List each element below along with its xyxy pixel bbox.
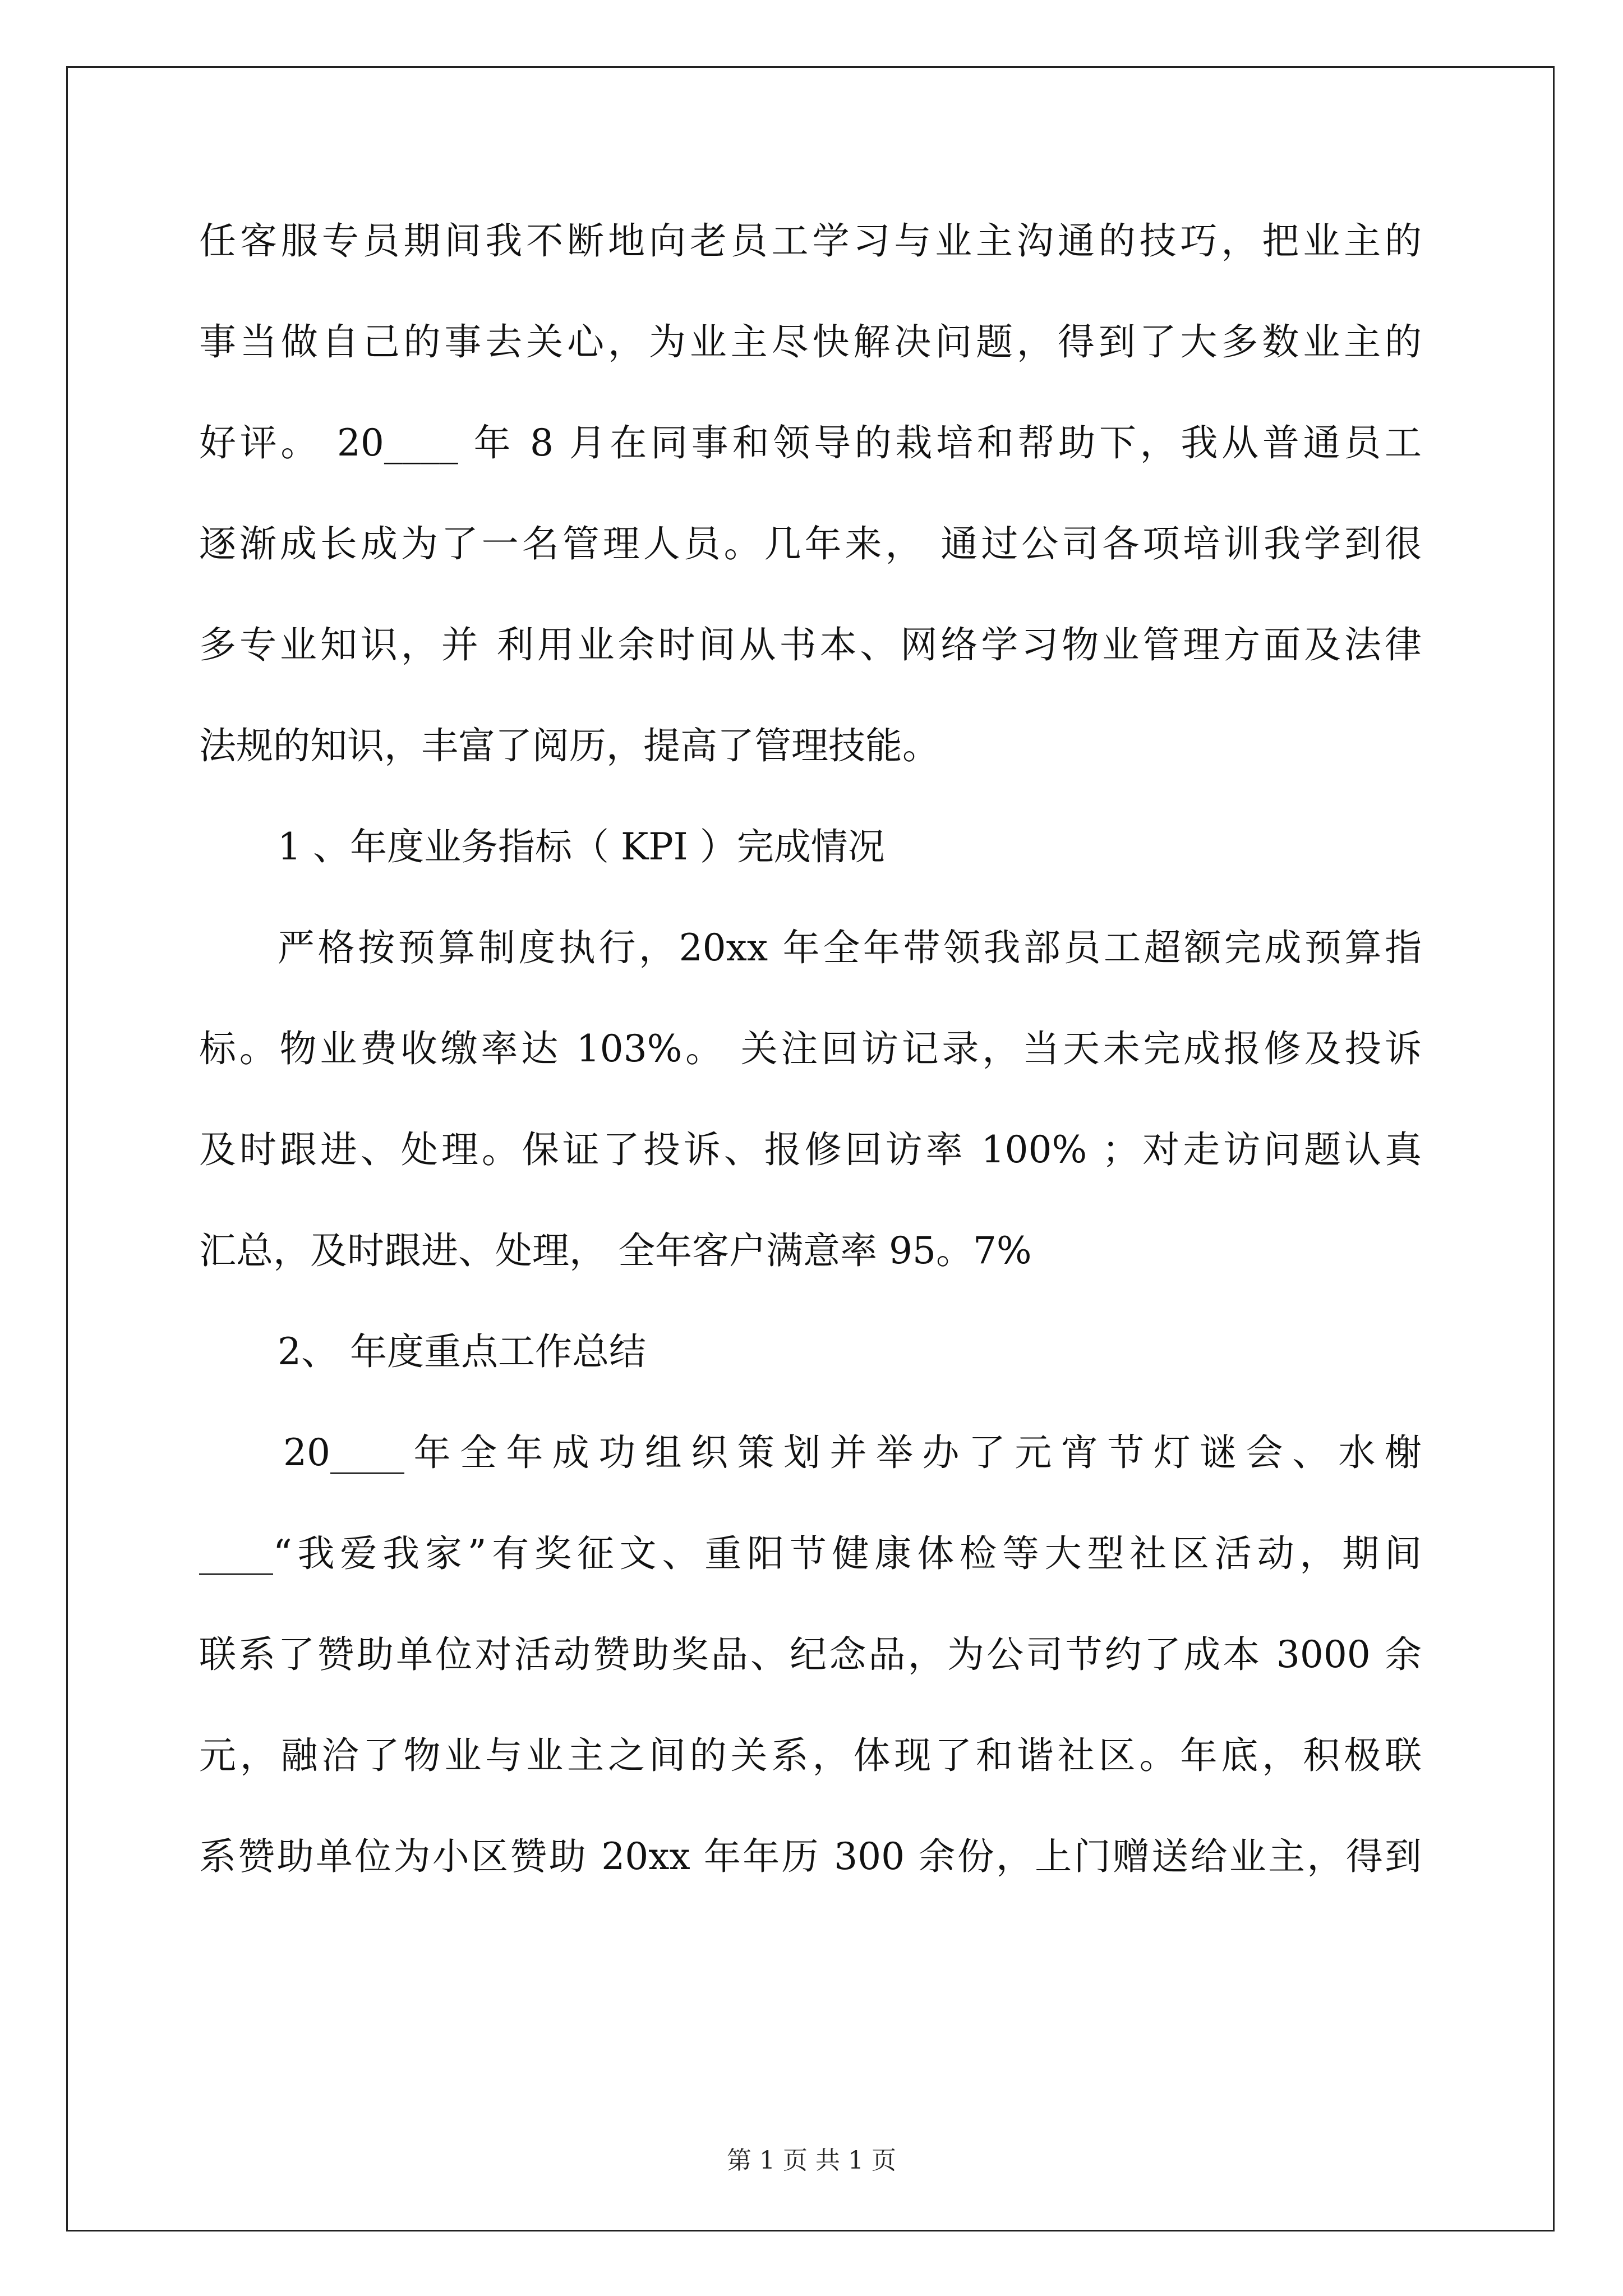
paragraph-line: 汇总，及时跟进、处理， 全年客户满意率 95。7%	[199, 1229, 1032, 1272]
paragraph-line: 系赞助单位为小区赞助 20xx 年年历 300 余份，上门赠送给业主，得到	[199, 1835, 1422, 1878]
section-heading: 2、 年度重点工作总结	[278, 1330, 646, 1373]
paragraph-line: 事当做自己的事去关心，为业主尽快解决问题，得到了大多数业主的	[199, 320, 1422, 364]
paragraph-line: 多专业知识，并 利用业余时间从书本、网络学习物业管理方面及法律	[199, 623, 1422, 666]
page-footer: 第 1 页 共 1 页	[727, 2146, 896, 2175]
paragraph-line: ____“我爱我家”有奖征文、重阳节健康体检等大型社区活动，期间	[199, 1532, 1422, 1575]
section-heading: 1 、年度业务指标（ KPI ）完成情况	[278, 825, 885, 868]
paragraph-line: 逐渐成长成为了一名管理人员。几年来， 通过公司各项培训我学到很	[199, 522, 1422, 565]
paragraph-line: 任客服专员期间我不断地向老员工学习与业主沟通的技巧，把业主的	[199, 219, 1422, 263]
paragraph-line: 元，融洽了物业与业主之间的关系，体现了和谐社区。年底，积极联	[199, 1734, 1422, 1777]
paragraph-line: 法规的知识，丰富了阅历，提高了管理技能。	[199, 724, 939, 767]
paragraph-line: 20____年全年成功组织策划并举办了元宵节灯谜会、水榭	[283, 1431, 1422, 1474]
paragraph-line: 联系了赞助单位对活动赞助奖品、纪念品，为公司节约了成本 3000 余	[199, 1633, 1422, 1676]
paragraph-line: 严格按预算制度执行，20xx 年全年带领我部员工超额完成预算指	[278, 926, 1422, 969]
paragraph-line: 及时跟进、处理。保证了投诉、报修回访率 100% ；对走访问题认真	[199, 1128, 1422, 1171]
paragraph-line: 标。物业费收缴率达 103%。 关注回访记录，当天未完成报修及投诉	[199, 1027, 1422, 1070]
paragraph-line: 好评。 20____ 年 8 月在同事和领导的栽培和帮助下，我从普通员工	[199, 421, 1422, 464]
